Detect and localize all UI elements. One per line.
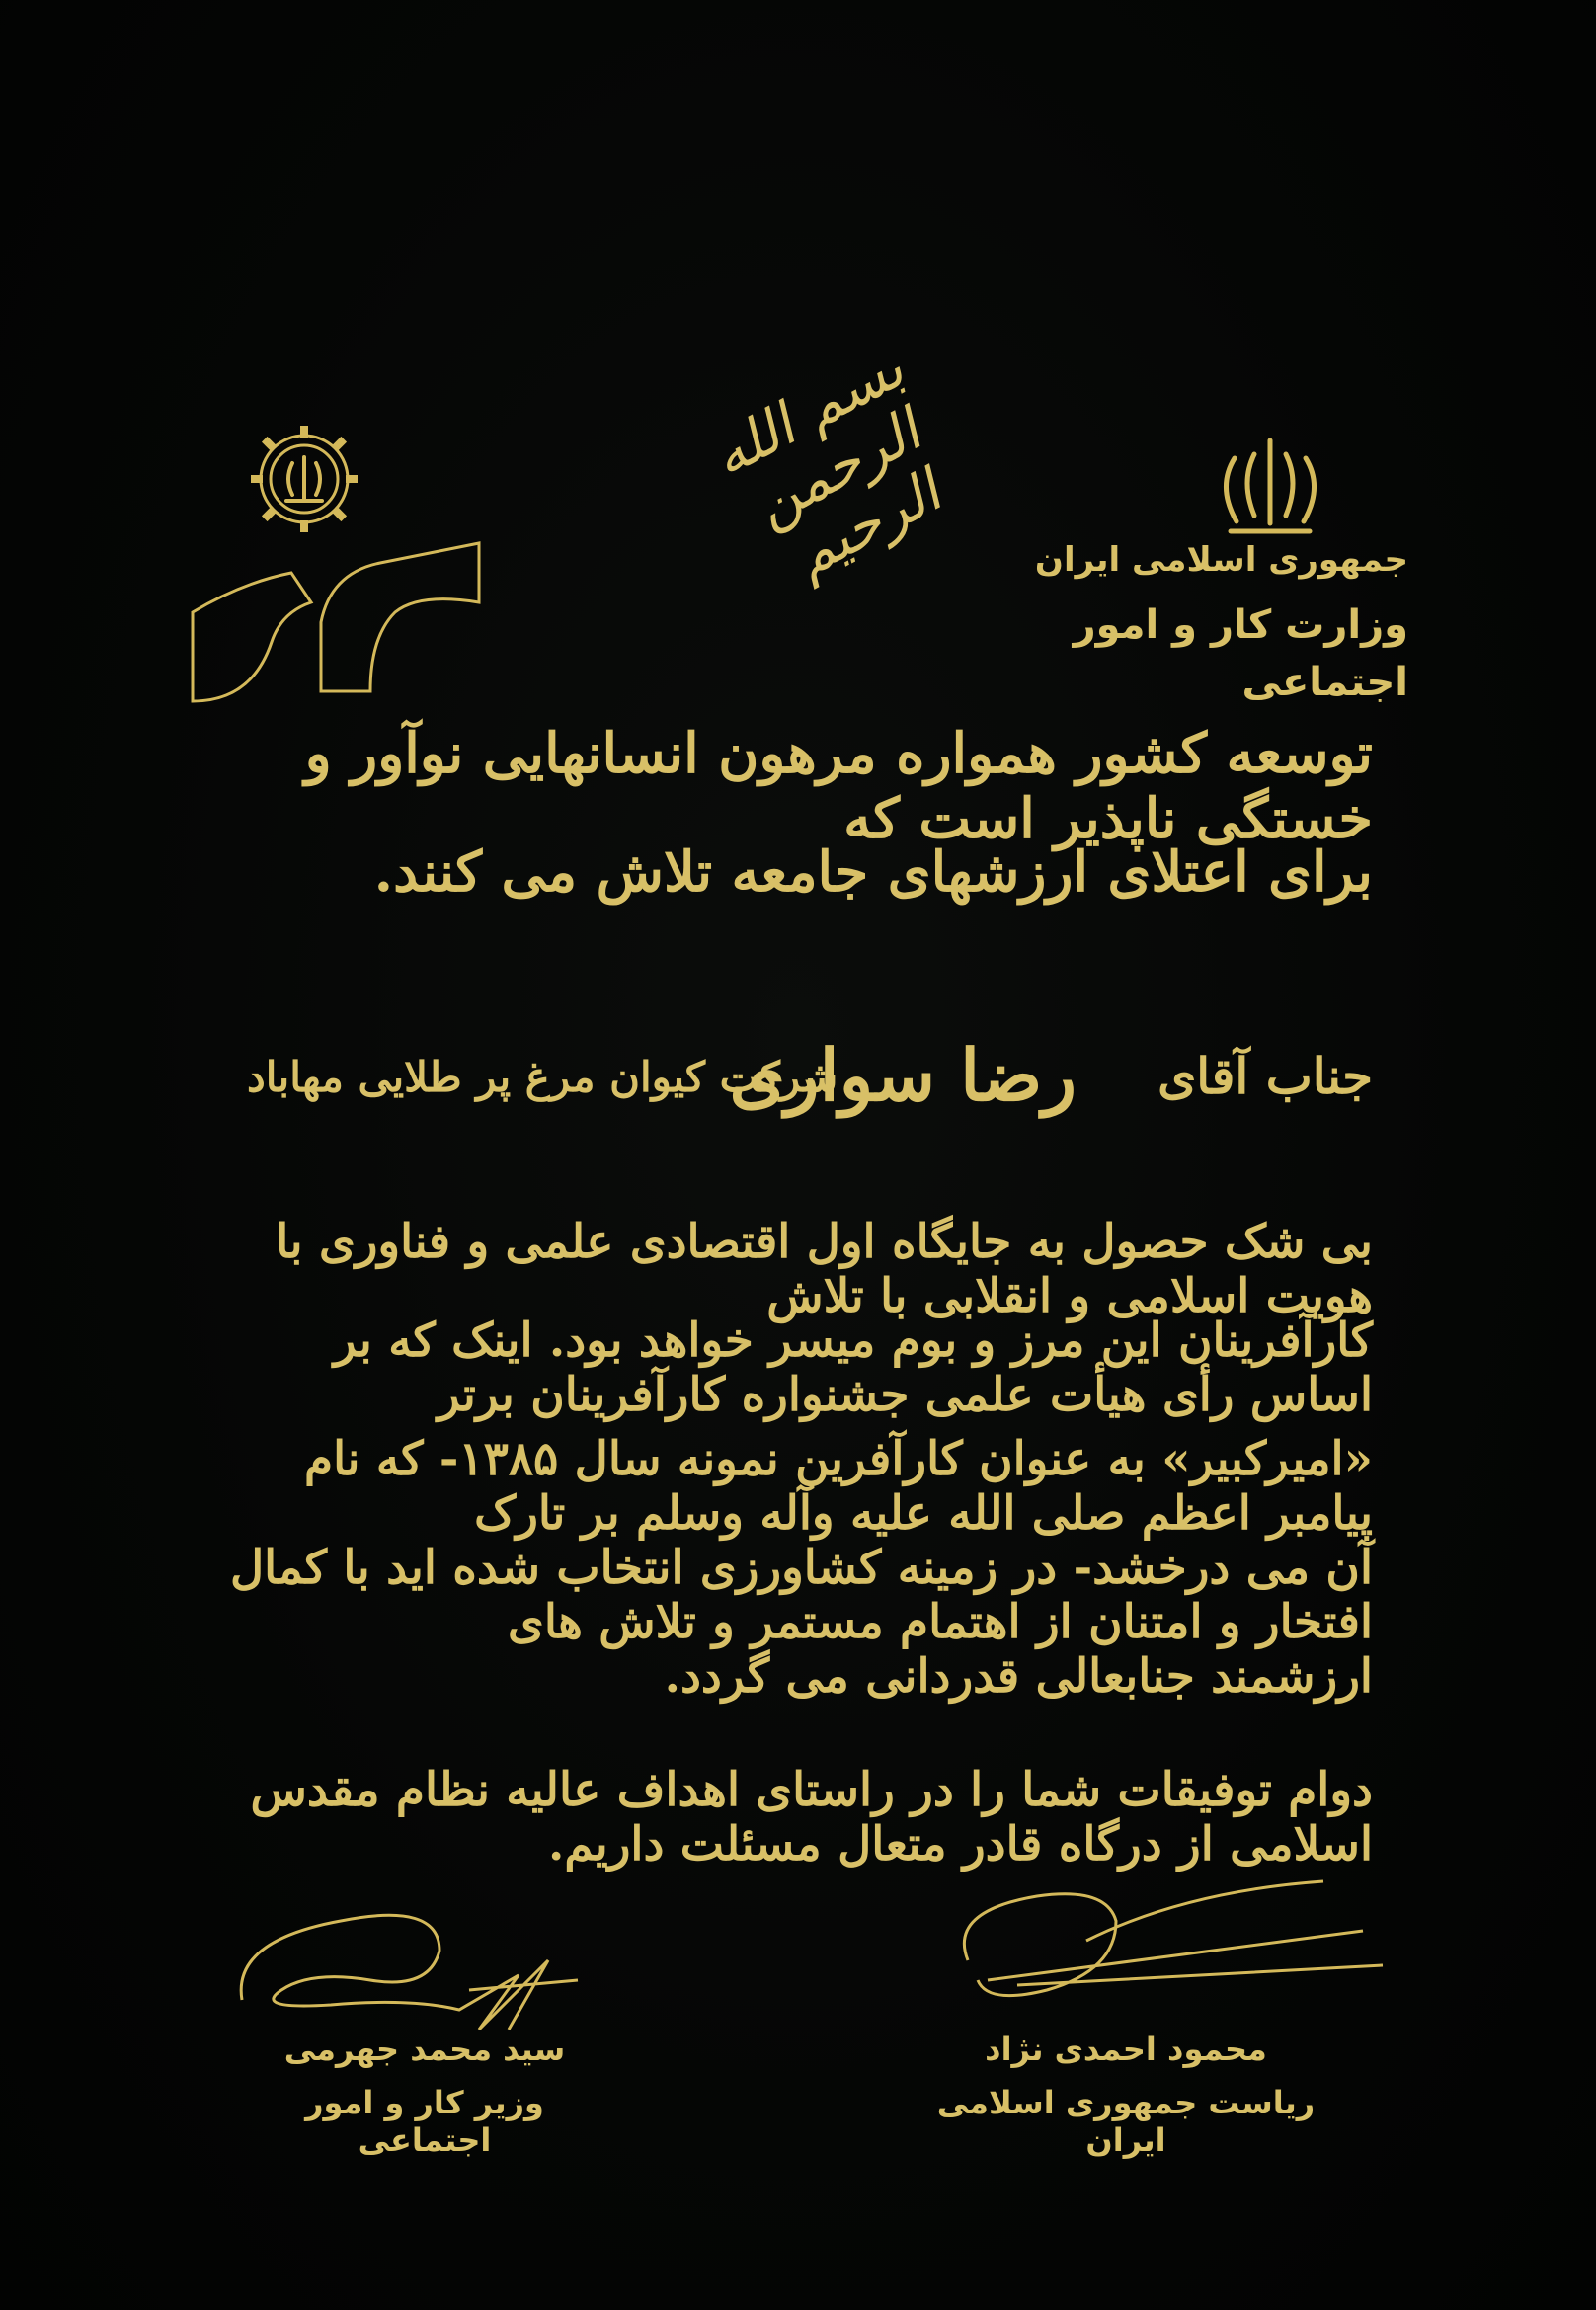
right-signatory-name: محمود احمدی نژاد [985, 2031, 1267, 2068]
body-line: آن می درخشد- در زمینه کشاورزی انتخاب شده اید با کمال افتخار و امتنان از اهتمام مستمر و تلاش های [229, 1541, 1373, 1649]
right-signatory [909, 2031, 1343, 2159]
recipient-name: رضا سواری [729, 1033, 1077, 1117]
ministry-name-label: وزارت کار و امور اجتماعی [1073, 602, 1408, 705]
intro-line: توسعه کشور همواره مرهون انسانهایی نوآور و خستگی ناپذیر است که [304, 721, 1373, 851]
left-handwritten-signature [222, 1881, 617, 2030]
ministry-country-label: جمهوری اسلامی ایران [1034, 540, 1408, 580]
basmala-calligraphy: بسم الله الرحمن الرحیم [700, 333, 952, 590]
iran-national-emblem-icon [1211, 433, 1329, 541]
left-signatory-role: وزیر کار و امور اجتماعی [305, 2084, 544, 2159]
recipient-row [227, 1033, 1373, 1117]
closing-line: دوام توفیقات شما را در راستای اهداف عالیه نظام مقدس اسلامی از درگاه قادر متعال مسئلت داریم. [250, 1763, 1373, 1872]
right-signatory-role: ریاست جمهوری اسلامی ایران [936, 2084, 1316, 2159]
right-handwritten-signature [928, 1872, 1393, 2010]
ministry-header [994, 531, 1408, 711]
body-line: ارزشمند جنابعالی قدردانی می گردد. [664, 1649, 1373, 1704]
recipient-company: شرکت کیوان مرغ پر طلایی مهاباد [247, 1053, 838, 1101]
intro-line: برای اعتلای ارزشهای جامعه تلاش می کنند. [373, 839, 1373, 905]
left-signatory [257, 2031, 593, 2159]
left-signatory-name: سید محمد جهرمی [283, 2031, 566, 2068]
body-line: «امیرکبیر» به عنوان کارآفرین نمونه سال ۱۳۸۵- که نام پیامبر اعظم صلی الله علیه وآله وسلم بر تارک [304, 1432, 1373, 1541]
ministry-logo-mark [183, 514, 499, 711]
recipient-title: جناب آقای [1157, 1047, 1373, 1105]
body-line: کارآفرینان این مرز و بوم میسر خواهد بود. اینک که بر اساس رأی هیأت علمی جشنواره کارآفرینان برتر [333, 1314, 1373, 1422]
body-line: بی شک حصول به جایگاه اول اقتصادی علمی و فناوری با هویت اسلامی و انقلابی با تلاش [276, 1215, 1373, 1323]
